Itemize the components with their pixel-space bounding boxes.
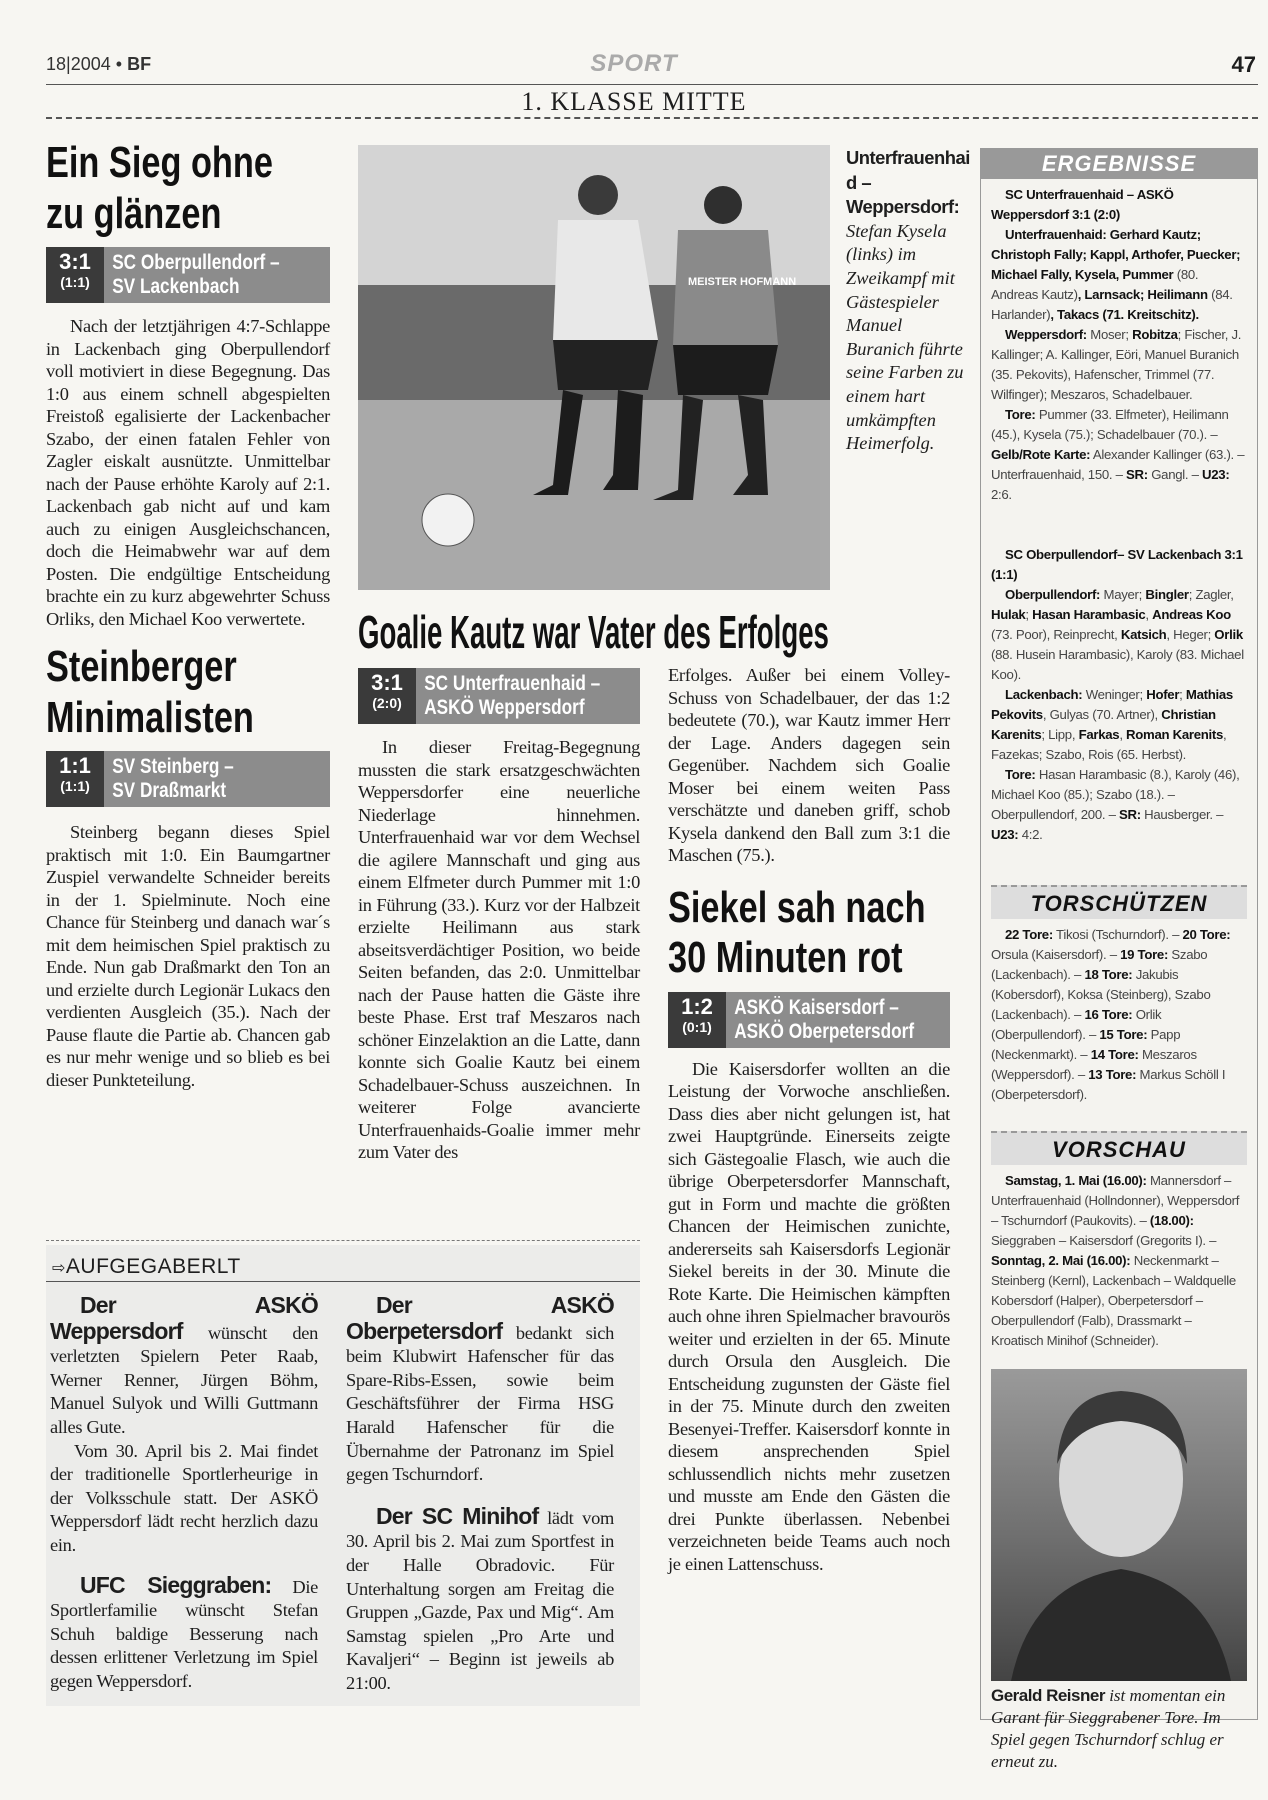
away-team: SV Lackenbach	[112, 275, 240, 299]
bold-text: 19 Tore:	[1120, 947, 1169, 962]
item-lead: Der ASKÖ Oberpetersdorf	[346, 1292, 614, 1344]
text: (80. Andreas Kautz)	[991, 267, 1199, 302]
caption-text: Stefan Kysela (links) im Zweikampf mit Gästespieler Manuel Buranich führte seine Farben zu einem hart umkämpften Heimerfolg.	[846, 220, 964, 454]
bold-text: Farkas	[1078, 727, 1120, 742]
bold-text: 20 Tore:	[1182, 927, 1231, 942]
bold-text: U23:	[991, 827, 1019, 842]
bold-text: Mathias Pekovits	[991, 687, 1233, 722]
article-text: In dieser Freitag-Begegnung mussten die stark ersatzgeschwächten Weppersdorfer eine neuerliche Niederlage hinnehmen. Unterfrauenhaid war vor dem Wechsel die agilere Mannschaft und ging aus einem Elfmeter durch Pummer mit 1:0 in Führung (33.). Kurz vor der Halbzeit erzielte Heilimann aus stark abseitsverdächtiger Position, wo beide Seiten befanden, das 2:0. Unmittelbar nach der Pause hatten die Gäste ihre beste Phase. Erst traf Meszaros nach schöner Einzelaktion an die Latte, dann konnte sich Goalie Kautz bei einem Schadelbauer-Schuss auszeichnen. In weiterer Folge avancierte Unterfrauenhaids-Goalie immer mehr zum Vater des	[358, 737, 640, 1162]
bold-text: (18.00):	[1149, 1213, 1194, 1228]
text: ; Fischer, J. Kallinger; A. Kallinger, Eöri, Manuel Buranich (35. Pekovits), Hafenscher, Trimmel (77. Wilfinger); Meszaros, Schadelbauer.	[991, 327, 1242, 402]
aufgegaberlt-box	[46, 1245, 640, 1706]
text: (73. Poor), Reinprecht,	[991, 627, 1121, 642]
bold-text: Andreas Koo	[1152, 607, 1231, 622]
home-team: SV Steinberg –	[112, 755, 234, 779]
article-kaisersdorf	[668, 883, 950, 1576]
text: 2:6.	[991, 487, 1012, 502]
sidebar-paragraph	[991, 325, 1247, 405]
score-box	[668, 992, 950, 1048]
bullet: •	[115, 54, 123, 74]
ergebnisse-title: ERGEBNISSE	[981, 149, 1257, 179]
text: ;	[1025, 607, 1033, 622]
headline-line: 30 Minuten rot	[668, 933, 903, 983]
text: Sieggraben – Kaisersdorf (Gregorits I). –	[991, 1233, 1217, 1248]
bold-text: SR:	[1126, 467, 1148, 482]
text: Mayer;	[1100, 587, 1146, 602]
bold-text: Gelb/Rote Karte:	[991, 447, 1091, 462]
bold-text: SC Oberpullendorf– SV Lackenbach 3:1 (1:1)	[991, 547, 1243, 582]
halftime-score: (1:1)	[60, 274, 90, 291]
text: (84. Harlander)	[991, 287, 1233, 322]
box-title: AUFGEGABERLT	[65, 1255, 241, 1278]
bold-text: Hofer	[1146, 687, 1180, 702]
final-score: 1:2	[681, 993, 713, 1019]
photo-caption	[846, 146, 972, 456]
away-team: ASKÖ Oberpetersdorf	[734, 1019, 915, 1043]
halftime-score: (1:1)	[60, 778, 90, 795]
text: Mannersdorf – Unterfrauenhaid (Hollndonner), Weppersdorf – Tschurndorf (Paukovits). –	[991, 1173, 1240, 1228]
portrait-caption	[981, 1681, 1257, 1777]
sidebar-paragraph	[991, 925, 1247, 1105]
text: Weninger;	[1082, 687, 1147, 702]
text: Hasan Harambasic (8.), Karoly (46), Michael Koo (85.); Szabo (18.). – Oberpullendorf, 200. –	[991, 767, 1240, 822]
bold-text: Robitza	[1132, 327, 1178, 342]
sidebar-paragraph	[991, 185, 1247, 225]
sidebar-paragraph	[991, 685, 1247, 765]
final-score: 1:1	[59, 753, 91, 779]
header-rule	[46, 84, 1258, 85]
bold-text: Sonntag, 2. Mai (16.00):	[991, 1253, 1131, 1268]
text: 4:2.	[1018, 827, 1043, 842]
sidebar-paragraph	[991, 405, 1247, 505]
bold-text: 16 Tore:	[1084, 1007, 1133, 1022]
left-column	[46, 138, 330, 1091]
top-scorers	[981, 925, 1257, 1105]
text: , Heger;	[1166, 627, 1215, 642]
results-list	[981, 185, 1257, 845]
text: Hausberger. –	[1140, 807, 1224, 822]
bold-text: SR:	[1119, 807, 1141, 822]
bold-text: Orlik	[1214, 627, 1243, 642]
score-box	[46, 751, 330, 807]
text: ; Zagler,	[1188, 587, 1234, 602]
headline-line: zu glänzen	[46, 188, 222, 238]
issue-number: 18|2004	[46, 54, 111, 74]
item-text: Vom 30. April bis 2. Mai findet der traditionelle Sportlerheurige in der Volksschule statt. Der ASKÖ Weppersdorf lädt recht herzlich dazu ein.	[50, 1440, 318, 1555]
divider	[46, 1240, 640, 1241]
article-text-continued	[668, 664, 950, 867]
bold-text: SC Unterfrauenhaid – ASKÖ Weppersdorf 3:1 (2:0)	[991, 187, 1174, 222]
bold-text: 22 Tore:	[1005, 927, 1053, 942]
caption-text: ist momentan ein Garant für Sieggrabener Tore. Im Spiel gegen Tschurndorf schlug er erneut zu.	[991, 1686, 1226, 1771]
home-team: SC Unterfrauenhaid –	[424, 672, 601, 695]
home-team: ASKÖ Kaisersdorf –	[734, 995, 899, 1019]
bold-text: Katsich	[1120, 627, 1167, 642]
sidebar-paragraph	[991, 545, 1247, 585]
text: Tikosi (Tschurndorf). –	[1052, 927, 1183, 942]
article-steinberg	[46, 642, 330, 1091]
text: Alexander Kallinger (63.). – Unterfrauenhaid, 150. –	[991, 447, 1245, 482]
text: Markus Schöll I (Oberpetersdorf).	[991, 1067, 1226, 1102]
final-score: 3:1	[371, 670, 403, 695]
bold-text: Christian Karenits	[991, 707, 1216, 742]
bold-text: 14 Tore:	[1090, 1047, 1139, 1062]
vorschau-title: VORSCHAU	[991, 1131, 1247, 1165]
text: Pummer (33. Elfmeter), Heilimann (45.), Kysela (75.); Schadelbauer (70.). –	[991, 407, 1229, 442]
article-oberpullendorf	[46, 138, 330, 630]
text: ; Lipp,	[1041, 727, 1079, 742]
text: , Gulyas (70. Artner),	[1042, 707, 1162, 722]
halftime-score: (0:1)	[682, 1018, 712, 1035]
sidebar-paragraph	[991, 225, 1247, 325]
headline-line: Steinberger	[46, 642, 237, 692]
bold-text: , Larnsack; Heilimann	[1077, 287, 1208, 302]
away-team: ASKÖ Weppersdorf	[424, 696, 585, 719]
aufgegaberlt-title	[46, 1251, 640, 1282]
football-players-illustration	[358, 145, 830, 590]
item-text: lädt vom 30. April bis 2. Mai zum Sportfest in der Halle Obradovic. Für Unterhaltung sorgen am Freitag die Gruppen „Gazde, Pax und Mig“. Am Samstag spielen „Pro Arte und Kavaljeri“ – Beginn ist jeweils ab 21:00.	[346, 1507, 614, 1693]
text: , Fazekas; Szabo, Rois (65. Herbst).	[991, 727, 1227, 762]
text: Orsula (Kaisersdorf). –	[991, 947, 1121, 962]
bold-text: , Takacs (71. Kreitschitz).	[1050, 307, 1199, 322]
portrait-photo	[991, 1369, 1247, 1681]
page-number: 47	[1231, 52, 1256, 77]
sidebar-paragraph	[991, 1171, 1247, 1351]
halftime-score: (2:0)	[372, 695, 402, 711]
bold-text: Roman Karenits	[1126, 727, 1223, 742]
player-portrait-illustration	[991, 1369, 1249, 1681]
shirt-sponsor: MEISTER HOFMANN	[688, 276, 797, 288]
score-box	[358, 668, 640, 724]
item-lead: Der ASKÖ Weppersdorf	[50, 1292, 318, 1344]
text: Papp (Neckenmarkt). –	[991, 1027, 1181, 1062]
text: ,	[1119, 727, 1127, 742]
header-dashed-rule	[46, 117, 1258, 119]
text: Neckenmarkt – Steinberg (Kernl), Lackenbach – Waldquelle Kobersdorf (Halper), Oberpetersdorf – Oberpullendorf (Falb), Drassmarkt – Kroatisch Minihof (Schneider).	[991, 1253, 1236, 1348]
section-title: SPORT	[590, 50, 678, 77]
preview-fixtures	[981, 1171, 1257, 1351]
article-text: Steinberg begann dieses Spiel praktisch mit 1:0. Ein Baumgartner Zuspiel verwandelte Schneider bereits in der 1. Spielminute. Noch eine Chance für Steinberg und danach war´s mit dem heimischen Spiel praktisch zu Ende. Nun gab Draßmarkt den Ton an und erzielte durch Legionär Lukacs den verdienten Ausgleich (35.). Nach der Pause flaute die Partie ab. Chancen gab es nur mehr wenige und so blieb es bei dieser Punkteteilung.	[46, 822, 330, 1090]
score-box	[46, 247, 330, 303]
article-text: Die Kaisersdorfer wollten an die Leistung der Vorwoche anschließen. Dass dies aber nicht gelungen ist, hat zwei Hauptgründe. Einerseits zeigte sich Gästegoalie Flasch, wie auch die übrige Oberpetersdorfer Mannschaft, gut in Form und machte die größten Chancen der Heimischen zunichte, andererseits sah Kaisersdorfs Legionär Siekel bereits in der 30. Minute die Rote Karte. Die Heimischen kämpften auch ohne ihren Spielmacher bravourös weiter und erzielten in der 65. Minute durch Orsula den Ausgleich. Die Entscheidung zugunsten der Gäste fiel in der 75. Minute durch den zweiten Besenyei-Treffer. Kaisersdorf konnte in diesem ansprechenden Spiel schlussendlich nichts mehr zusetzen und musste am Ende den Gästen die drei Punkte überlassen. Nebenbei verzeichneten beide Teams auch noch je einen Lattenschuss.	[668, 1058, 950, 1574]
bold-text: Tore:	[1005, 407, 1036, 422]
paper-name: BF	[127, 54, 152, 74]
match-photo	[358, 145, 830, 590]
item-lead: UFC Sieggraben:	[80, 1571, 272, 1598]
torschuetzen-title: TORSCHÜTZEN	[991, 885, 1247, 919]
bold-text: Hulak	[991, 607, 1026, 622]
league-title: 1. KLASSE MITTE	[521, 87, 747, 116]
text: Jakubis (Kobersdorf), Koksa (Steinberg), Szabo (Lackenbach). –	[991, 967, 1211, 1022]
bold-text: 18 Tore:	[1084, 967, 1133, 982]
article-unterfrauenhaid	[358, 668, 640, 1164]
text: Gangl. –	[1147, 467, 1203, 482]
headline-line: Siekel sah nach	[668, 882, 926, 932]
caption-bold: Gerald Reisner	[991, 1686, 1105, 1705]
bold-text: U23:	[1202, 467, 1230, 482]
headline-line: Minimalisten	[46, 692, 254, 742]
article-text: Erfolges. Außer bei einem Volley-Schuss von Schadelbauer, der das 1:2 bedeutete (70.), war Kautz immer Herr der Lage. Anders dagegen sein Gegenüber. Nachdem sich Goalie Moser bei einem weiten Pass verschätzte und daneben griff, schob Kysela dankend den Ball zum 3:1 die Maschen (75.).	[668, 665, 950, 865]
text: ,	[1145, 607, 1153, 622]
text: Meszaros (Weppersdorf). –	[991, 1047, 1197, 1082]
right-middle-column	[668, 664, 950, 1575]
text: Moser;	[1086, 327, 1133, 342]
item-text: bedankt sich beim Klubwirt Hafenscher für das Spare-Ribs-Essen, sowie beim Geschäftsführer der Firma HSG Harald Hafenscher für die Übernahme der Patronanz im Spiel gegen Tschurndorf.	[346, 1322, 614, 1485]
text: (88. Husein Harambasic), Karoly (83. Michael Koo).	[991, 647, 1244, 682]
article-text: Nach der letztjährigen 4:7-Schlappe in Lackenbach ging Oberpullendorf voll motiviert in diese Begegnung. Das 1:0 aus einem schnell abgespielten Freistoß egalisierte der Lackenbacher Szabo, der einen fatalen Fehler von Zagler eiskalt ausnützte. Unmittelbar nach der Pause erhöhte Karoly auf 2:1. Lackenbach gab nicht auf und kam auch zu einigen Ausgleichschancen, doch die Heimabwehr war auf dem Posten. Die endgültige Entscheidung brachte ein zu kurz abgewehrter Schuss Orliks, den Michael Koo verwertete.	[46, 316, 330, 629]
item-text: wünscht den verletzten Spielern Peter Raab, Werner Renner, Jürgen Böhm, Manuel Sulyok und Willi Guttmann alles Gute.	[50, 1322, 318, 1437]
bold-text: Oberpullendorf:	[1005, 587, 1101, 602]
item-text: Die Sportlerfamilie wünscht Stefan Schuh baldige Besserung nach dessen erlittener Verletzung im Spiel gegen Weppersdorf.	[50, 1576, 318, 1691]
item-lead: Der SC Minihof	[376, 1502, 539, 1529]
bold-text: Tore:	[1005, 767, 1036, 782]
bold-text: 13 Tore:	[1088, 1067, 1137, 1082]
sidebar-paragraph	[991, 765, 1247, 845]
bold-text: Samstag, 1. Mai (16.00):	[1005, 1173, 1147, 1188]
headline-line: Ein Sieg ohne	[46, 138, 273, 187]
text: Szabo (Lackenbach). –	[991, 947, 1208, 982]
caption-bold: Unterfrauenhaid – Weppersdorf:	[846, 147, 970, 218]
headline: Goalie Kautz war Vater des Erfolges	[358, 606, 829, 658]
home-team: SC Oberpullendorf –	[112, 251, 280, 275]
bold-text: Weppersdorf:	[1005, 327, 1087, 342]
bold-text: Hasan Harambasic	[1032, 607, 1146, 622]
arrow-right-icon: ⇨	[52, 1260, 66, 1277]
bold-text: Lackenbach:	[1005, 687, 1083, 702]
text: ;	[1179, 687, 1186, 702]
bold-text: 15 Tore:	[1099, 1027, 1148, 1042]
away-team: SV Draßmarkt	[112, 779, 227, 803]
bold-text: Bingler	[1145, 587, 1189, 602]
results-sidebar	[980, 148, 1258, 1771]
bold-text: Unterfrauenhaid: Gerhard Kautz; Christoph Fally; Kappl, Arthofer, Puecker; Michael Fally, Kysela, Pummer	[991, 227, 1241, 282]
sidebar-paragraph	[991, 585, 1247, 685]
final-score: 3:1	[59, 249, 91, 275]
text: Orlik (Oberpullendorf). –	[991, 1007, 1162, 1042]
